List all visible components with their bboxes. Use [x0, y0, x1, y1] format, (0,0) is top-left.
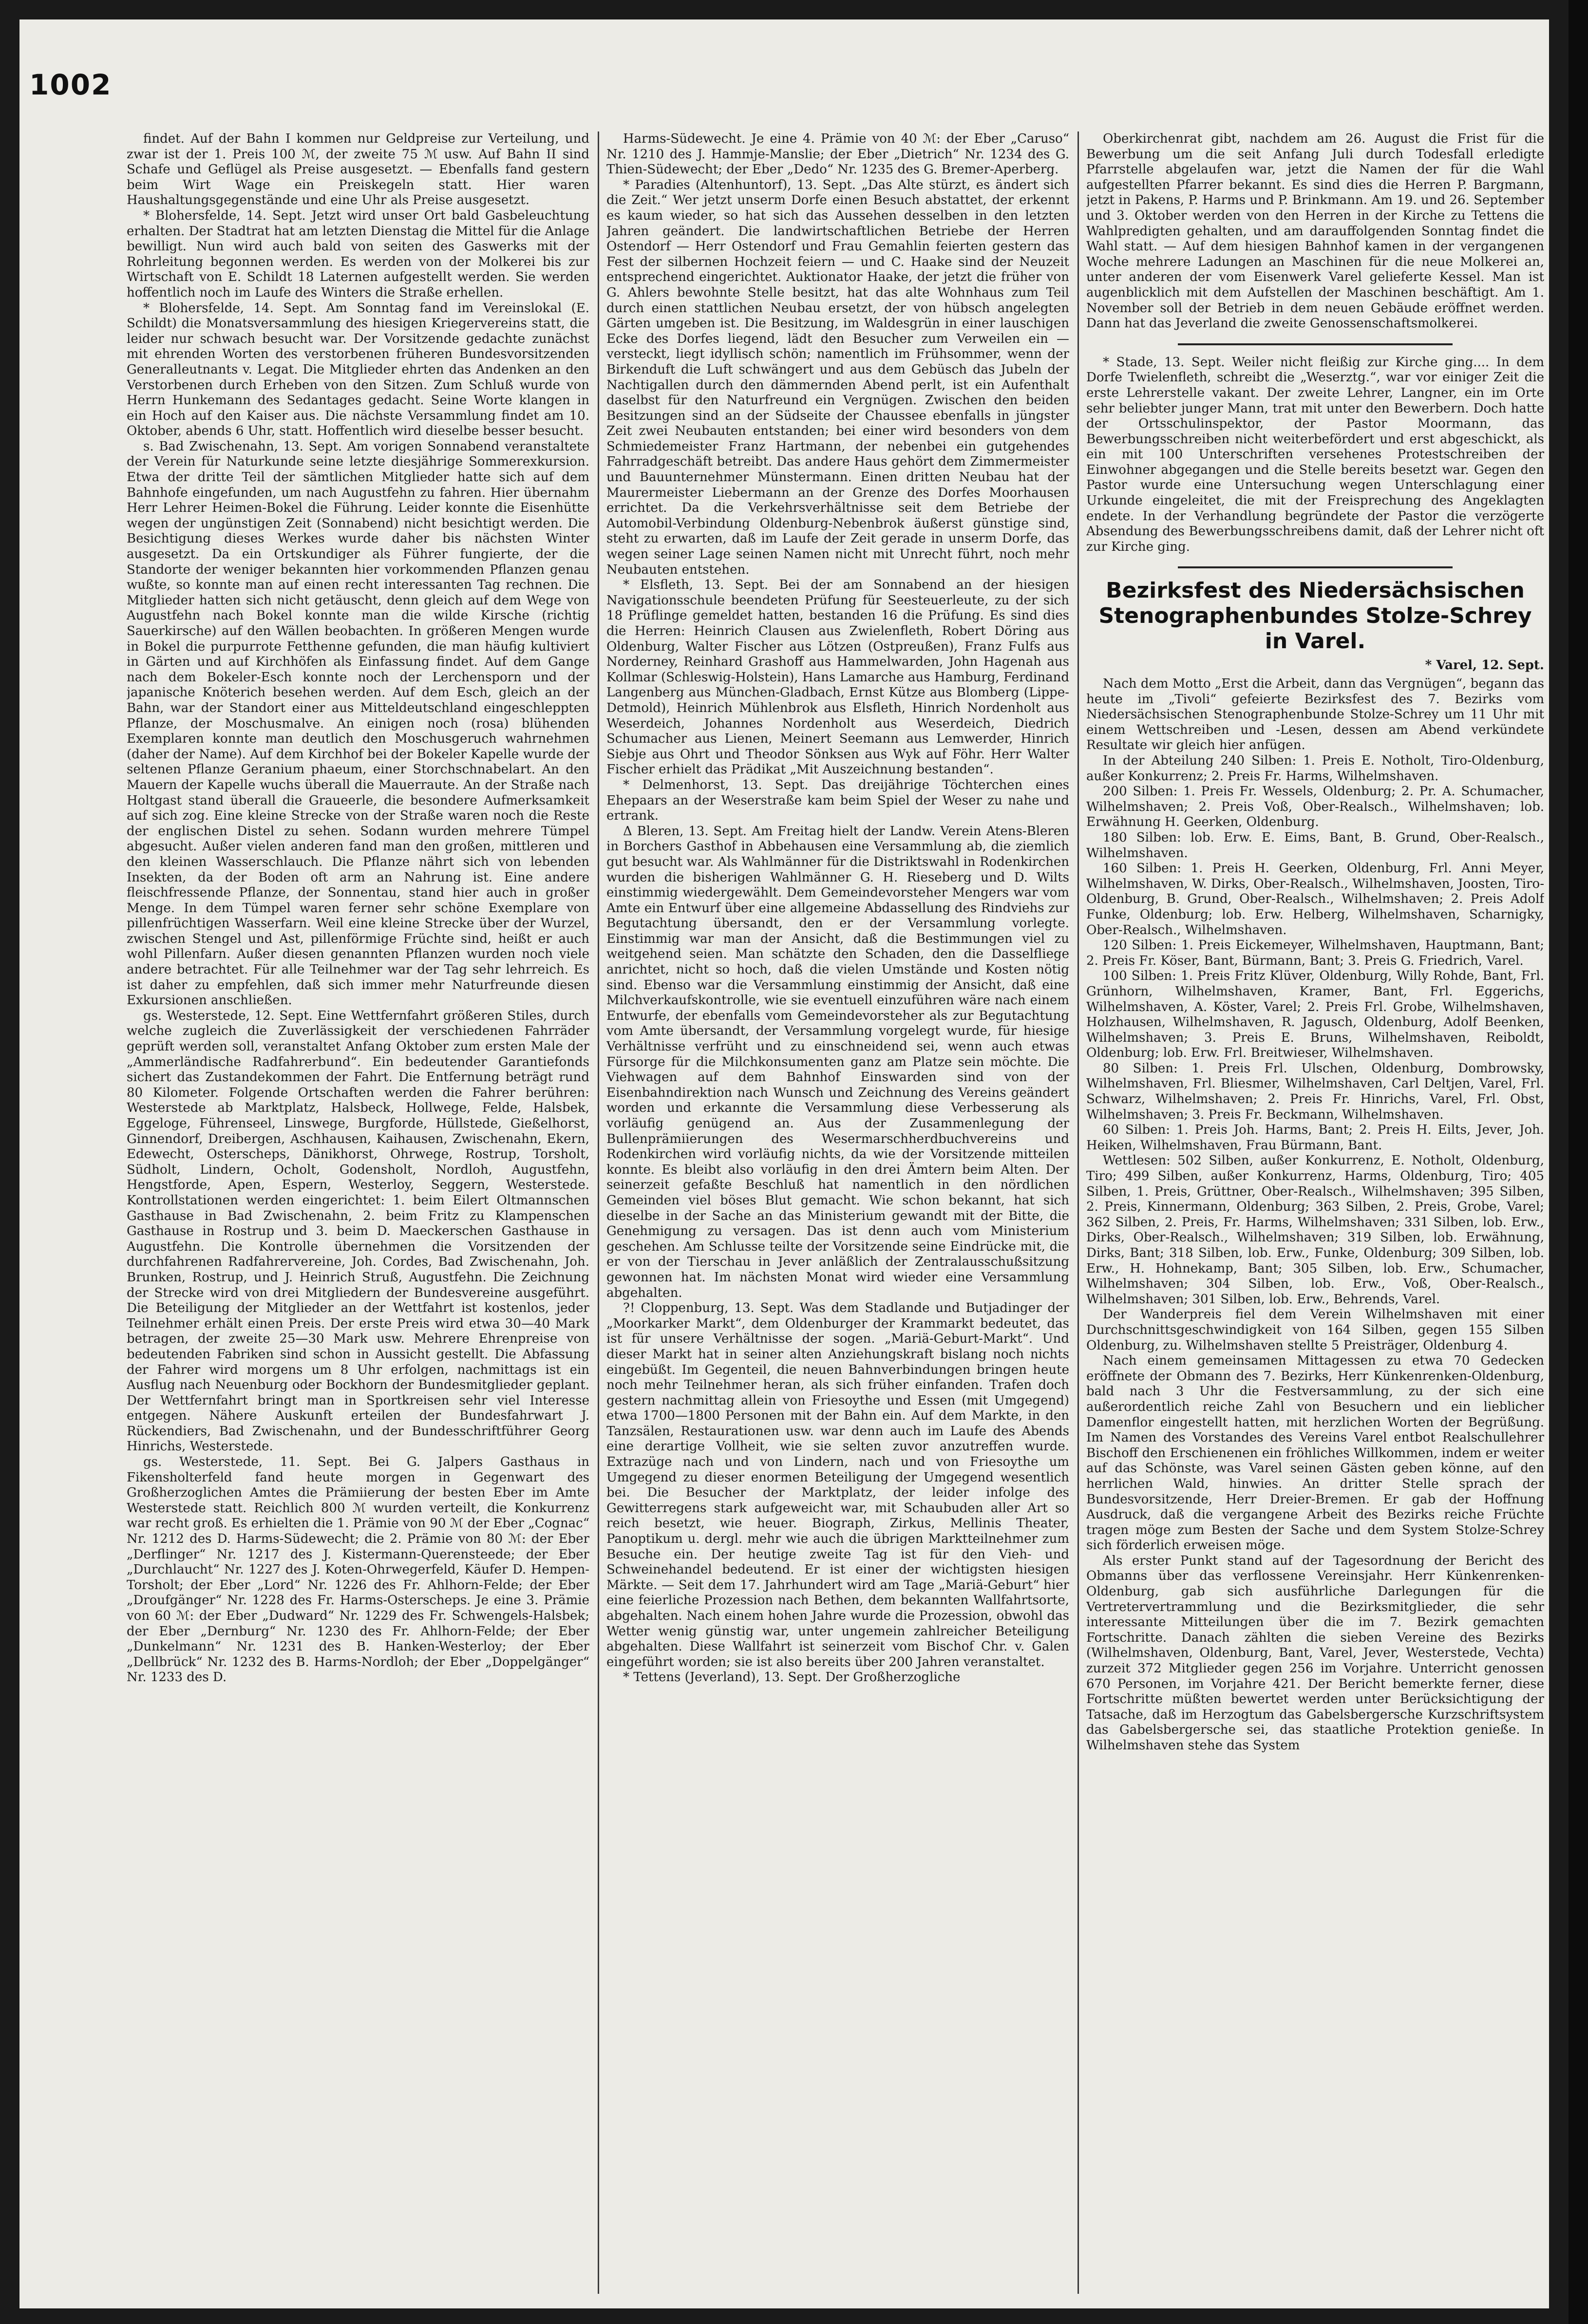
article-paragraph: gs. Westerstede, 11. Sept. Bei G. Jalpers Gasthaus in Fikensholterfeld fand heute morgen in Gegenwart des Großherzoglichen Amtes die Prämiierung der besten Eber im Amte Westerstede statt. Reichlich 800 ℳ wurden verteilt, die Konkurrenz war recht groß. Es erhielten die 1. Prämie von 90 ℳ der Eber „Cognac“ Nr. 1212 des D. Harms-Südewecht; die 2. Prämie von 80 ℳ: der Eber „Derflinger“ Nr. 1217 des J. Kistermann-Querensteede; der Eber „Durchlaucht“ Nr. 1227 des J. Koten-Ohrwegerfeld, Käufer D. Hempen-Torsholt; der Eber „Lord“ Nr. 1226 des Fr. Ahlhorn-Felde; der Eber „Droufgänger“ Nr. 1228 des Fr. Harms-Osterscheps. Je eine 3. Prämie von 60 ℳ: der Eber „Dudward“ Nr. 1229 des Fr. Schwengels-Halsbek; der Eber „Dernburg“ Nr. 1230 des Fr. Ahlhorn-Felde; der Eber „Dunkelmann“ Nr. 1231 des B. Hanken-Westerloy; der Eber „Dellbrück“ Nr. 1232 des B. Harms-Nordloh; der Eber „Doppelgänger“ Nr. 1233 des D.	[127, 1455, 589, 1685]
article-paragraph: * Stade, 13. Sept. Weiler nicht fleißig zur Kirche ging.... In dem Dorfe Twielenfleth, schreibt die „Weserztg.“, war vor einiger Zeit die erste Lehrerstelle vakant. Der zweite Lehrer, Langner, ein im Orte sehr beliebter junger Mann, trat mit unter den Bewerbern. Doch hatte der Ortsschulinspektor, der Pastor Moormann, das Bewerbungsschreiben nicht weiterbefördert und erst abgeschickt, als ein mit 100 Unterschriften versehenes Protestschreiben der Einwohner abgegangen und die Stelle bereits besetzt war. Gegen den Pastor wurde eine Untersuchung wegen Unterschlagung einer Urkunde eingeleitet, die mit der Freisprechung des Angeklagten endete. In der Verhandlung begründete der Pastor die verzögerte Absendung des Bewerbungsschreibens damit, daß der Lehrer nicht oft zur Kirche ging.	[1086, 355, 1544, 554]
article-paragraph: In der Abteilung 240 Silben: 1. Preis E. Notholt, Tiro-Oldenburg, außer Konkurrenz; 2. Preis Fr. Harms, Wilhelmshaven.	[1086, 753, 1544, 784]
dateline: * Varel, 12. Sept.	[1425, 658, 1544, 673]
section-rule	[1178, 566, 1453, 568]
article-paragraph: * Blohersfelde, 14. Sept. Jetzt wird unser Ort bald Gasbeleuchtung erhalten. Der Stadtrat hat am letzten Dienstag die Mittel für die Anlage bewilligt. Nun wird auch bald von seiten des Gaswerks mit der Rohrleitung begonnen werden. Es werden von der Molkerei bis zur Wirtschaft von E. Schildt 18 Laternen aufgestellt werden. Sie werden hoffentlich noch im Laufe des Winters die Straße erhellen.	[127, 208, 589, 300]
section-heading: Bezirksfest des Niedersächsischen Stenographenbundes Stolze-Schrey in Varel.	[1098, 578, 1532, 654]
article-paragraph: * Elsfleth, 13. Sept. Bei der am Sonnabend an der hiesigen Navigationsschule beendeten Prüfung für Seesteuerleute, zu der sich 18 Prüflinge gemeldet hatten, bestanden 16 die Prüfung. Es sind dies die Herren: Heinrich Clausen aus Zwielenfleth, Robert Döring aus Oldenburg, Walter Fischer aus Lötzen (Ostpreußen), Franz Fulfs aus Norderney, Reinhard Grashoff aus Hammelwarden, John Hagenah aus Kollmar (Schleswig-Holstein), Hans Lamarche aus Hamburg, Ferdinand Langenberg aus München-Gladbach, Ernst Kütze aus Blomberg (Lippe-Detmold), Heinrich Mühlenbrok aus Elsfleth, Hinrich Nordenholt aus Weserdeich, Johannes Nordenholt aus Weserdeich, Diedrich Schumacher aus Lienen, Meinert Seemann aus Lemwerder, Hinrich Siebje aus Ohrt und Theodor Sönksen aus Wyk auf Föhr. Herr Walter Fischer erhielt das Prädikat „Mit Auszeichnung bestanden“.	[606, 578, 1069, 777]
article-paragraph: Δ Bleren, 13. Sept. Am Freitag hielt der Landw. Verein Atens-Bleren in Borchers Gasthof in Abbehausen eine Versammlung ab, die ziemlich gut besucht war. Als Wahlmänner für die Distriktswahl in Rodenkirchen wurden die bisherigen Wahlmänner G. H. Rieseberg und D. Wilts einstimmig wiedergewählt. Dem Gemeindevorsteher Mengers war vom Amte ein Entwurf über eine allgemeine Abdassellung des Rindviehs zur Begutachtung übersandt, den er der Versammlung vorlegte. Einstimmig war man der Ansicht, daß die Bestimmungen viel zu weitgehend seien. Man schätzte den Schaden, den die Dasselfliege anrichtet, nicht so hoch, daß die vielen Umstände und Kosten nötig sind. Ebenso war die Versammlung einstimmig der Ansicht, daß eine Milchverkaufskontrolle, wie sie eventuell einzuführen wäre nach einem Entwurfe, der ebenfalls vom Gemeindevorsteher als zur Begutachtung vom Amte übersandt, der Versammlung vorgelegt wurde, für hiesige Verhältnisse verfrüht und zu einschneidend sei, wenn auch etwas Fürsorge für die Milchkonsumenten ganz am Platze sein möchte. Die Viehwagen auf dem Bahnhof Einswarden sind von der Eisenbahndirektion nach Wunsch und Zeichnung des Vereins geändert worden und erkannte die Versammlung diese Verbesserung als vorläufig genügend an. Aus der Zusammenlegung der Bullenprämiierungen des Wesermarschherdbuchvereins und Rodenkirchen wird vorläufig nichts, da wie der Vorsitzende mitteilen konnte. Es bleibt also vorläufig in den drei Ämtern beim Alten. Der seinerzeit gefaßte Beschluß hat namentlich in den nördlichen Gemeinden viel böses Blut gemacht. Wie schon bekannt, hat sich dieselbe in der Sache an das Ministerium gewandt mit der Bitte, die Genehmigung zu versagen. Das ist denn auch vom Ministerium geschehen. Am Schlusse teilte der Vorsitzende seine Eindrücke mit, die er von der Tierschau in Jever anläßlich der Zentralausschußsitzung gewonnen hat. Im nächsten Monat wird wieder eine Versammlung abgehalten.	[606, 824, 1069, 1300]
article-paragraph: 180 Silben: lob. Erw. E. Eims, Bant, B. Grund, Ober-Realsch., Wilhelmshaven.	[1086, 830, 1544, 861]
article-paragraph: Der Wanderpreis fiel dem Verein Wilhelmshaven mit einer Durchschnittsgeschwindigkeit von 164 Silben, gegen 155 Silben Oldenburg, zu. Wilhelmshaven stellte 5 Preisträger, Oldenburg 4.	[1086, 1307, 1544, 1353]
article-paragraph: * Paradies (Altenhuntorf), 13. Sept. „Das Alte stürzt, es ändert sich die Zeit.“ Wer jetzt unserm Dorfe einen Besuch abstattet, der erkennt es kaum wieder, so hat sich das Aussehen desselben in den letzten Jahren geändert. Die landwirtschaftlichen Betriebe der Herren Ostendorf — Herr Ostendorf und Frau Gemahlin feierten gestern das Fest der silbernen Hochzeit feiern — und C. Haake sind der Neuzeit entsprechend eingerichtet. Auktionator Haake, der jetzt die früher von G. Ahlers bewohnte Stelle besitzt, hat das alte Wohnhaus zum Teil durch einen stattlichen Neubau ersetzt, der von hübsch angelegten Gärten umgeben ist. Die Besitzung, im Waldesgrün in einer lauschigen Ecke des Dorfes liegend, lädt den Besucher zum Verweilen ein — versteckt, liegt idyllisch schön; namentlich im Frühsommer, wenn der Birkenduft die Luft schwängert und aus dem Gebüsch das Jubeln der Nachtigallen durch den dämmernden Abend perlt, ist ein Aufenthalt daselbst für den Naturfreund ein Vergnügen. Zwischen den beiden Besitzungen sind an der Südseite der Chaussee ebenfalls in jüngster Zeit zwei Neubauten entstanden; bei einer wird besonders von dem Schmiedemeister Franz Hartmann, der nebenbei ein gutgehendes Fahrradgeschäft betreibt. Das andere Haus gehört dem Zimmermeister und Bauunternehmer Münstermann. Einen dritten Neubau hat der Maurermeister Liebermann an der Grenze des Dorfes Moorhausen errichtet. Da die Verkehrsverhältnisse seit dem Betriebe der Automobil-Verbindung Oldenburg-Nebenbrok äußerst günstige sind, steht zu erwarten, daß im Laufe der Zeit gerade in unserm Dorfe, das wegen seiner Lage seinen Namen nicht mit Unrecht führt, noch mehr Neubauten entstehen.	[606, 177, 1069, 577]
article-paragraph: 200 Silben: 1. Preis Fr. Wessels, Oldenburg; 2. Pr. A. Schumacher, Wilhelmshaven; 2. Preis Voß, Ober-Realsch., Wilhelmshaven; lob. Erwähnung H. Geerken, Oldenburg.	[1086, 784, 1544, 830]
article-paragraph: Als erster Punkt stand auf der Tagesordnung der Bericht des Obmanns über das verflossene Vereinsjahr. Herr Künkenrenken-Oldenburg, gab sich ausführliche Darlegungen für die Vertretervertrammlung und die Bezirksmitglieder, die sehr interessante Mitteilungen über die im 7. Bezirk gemachten Fortschritte. Danach zählten die sieben Vereine des Bezirks (Wilhelmshaven, Oldenburg, Bant, Varel, Jever, Westerstede, Vechta) zurzeit 372 Mitglieder gegen 256 im Vorjahre. Unterricht genossen 670 Personen, im Vorjahre 421. Der Bericht bemerkte ferner, diese Fortschritte müßten bewertet werden unter Berücksichtigung der Tatsache, daß im Herzogtum das Gabelsbergersche Kurzschriftsystem das Gabelsbergersche sei, das staatliche Protektion genieße. In Wilhelmshaven stehe das System	[1086, 1553, 1544, 1753]
article-paragraph: 160 Silben: 1. Preis H. Geerken, Oldenburg, Frl. Anni Meyer, Wilhelmshaven, W. Dirks, Ober-Realsch., Wilhelmshaven, Joosten, Tiro-Oldenburg, B. Grund, Ober-Realsch., Wilhelmshaven; 2. Preis Adolf Funke, Oldenburg; lob. Erw. Helberg, Wilhelmshaven, Scharnigky, Ober-Realsch., Wilhelmshaven.	[1086, 861, 1544, 937]
column-3	[1086, 131, 1544, 2294]
article-paragraph: Nach einem gemeinsamen Mittagessen zu etwa 70 Gedecken eröffnete der Obmann des 7. Bezirks, Herr Künkenrenken-Oldenburg, bald nach 3 Uhr die Festversammlung, zu der sich eine außerordentlich reiche Zahl von Besuchern und ein lieblicher Damenflor eingestellt hatten, mit herzlichen Worten der Begrüßung. Im Namen des Vorstandes des Vereins Varel entbot Realschullehrer Bischoff den Erschienenen ein fröhliches Willkommen, indem er weiter auf das Schönste, was Varel seinen Gästen geben könne, auf den herrlichen Wald, hinwies. An dritter Stelle sprach der Bundesvorsitzende, Herr Dreier-Bremen. Er gab der Hoffnung Ausdruck, daß die vergangene Arbeit des Bezirks reiche Früchte tragen möge zum Besten der Sache und dem System Stolze-Schrey sich förderlich erweisen möge.	[1086, 1353, 1544, 1553]
article-paragraph: 120 Silben: 1. Preis Eickemeyer, Wilhelmshaven, Hauptmann, Bant; 2. Preis Fr. Köser, Bant, Bürmann, Bant; 3. Preis G. Friedrich, Varel.	[1086, 938, 1544, 968]
column-divider	[1078, 131, 1079, 2294]
scan-edge	[1569, 0, 1588, 2324]
column-2	[606, 131, 1069, 2294]
article-paragraph: s. Bad Zwischenahn, 13. Sept. Am vorigen Sonnabend veranstaltete der Verein für Naturkunde seine letzte diesjährige Sommerexkursion. Etwa der dritte Teil der sämtlichen Mitglieder hatte sich auf dem Bahnhofe eingefunden, um nach Augustfehn zu fahren. Hier übernahm Herr Lehrer Heimen-Bokel die Führung. Leider konnte die Eisenhütte wegen der ungünstigen Zeit (Sonnabend) nicht besichtigt werden. Die Besichtigung dieses Werkes wurde daher bis nächsten Winter ausgesetzt. Da ein Ortskundiger als Führer fungierte, der die Standorte der weniger bekannten hier vorkommenden Pflanzen genau wußte, so konnte man auf einen recht interessanten Tag rechnen. Die Mitglieder hatten sich nicht getäuscht, denn gleich auf dem Wege von Augustfehn nach Bokel konnte man die wilde Kirsche (richtig Sauerkirsche) auf den Wällen beobachten. In größeren Mengen wurde in Bokel die purpurrote Fetthenne gefunden, die man häufig kultiviert in Gärten und auf Kirchhöfen als Einfassung findet. Auf dem Gange nach dem Bokeler-Esch konnte noch der Lerchensporn und der japanische Knöterich besehen werden. Auf dem Esch, gleich an der Bahn, war der Standort einer aus Mitteldeutschland eingeschleppten Pflanze, der Moschusmalve. An einigen noch (rosa) blühenden Exemplaren konnte man deutlich den Moschusgeruch wahrnehmen (daher der Name). Auf dem Kirchhof bei der Bokeler Kapelle wurde der seltenen Pflanze Geranium phaeum, einer Storchschnabelart. An den Mauern der Kapelle wuchs überall die Mauerraute. An der Straße nach Holtgast stand überall die Graueerle, die besondere Aufmerksamkeit auf sich zog. Eine kleine Strecke von der Straße waren noch die Reste der englischen Distel zu sehen. Sodann wurden mehrere Tümpel abgesucht. Außer vielen anderen fand man den großen, mittleren und den kleinen Wasserschlauch. Die Pflanze nährt sich von lebenden Insekten, da der Boden oft arm an Nahrung ist. Eine andere fleischfressende Pflanze, der Sonnentau, stand hier auch in großer Menge. In dem Tümpel waren ferner sehr schöne Exemplare von pillenfrüchtigen Wasserfarn. Weil eine kleine Strecke über der Wurzel, zwischen Stengel und Ast, pillenförmige Früchte sind, heißt er auch wohl Pillenfarn. Außer diesen genannten Pflanzen wurden noch viele andere betrachtet. Für alle Teilnehmer war der Tag sehr lehrreich. Es ist daher zu empfehlen, daß sich immer mehr Naturfreunde diesen Exkursionen anschließen.	[127, 439, 589, 1008]
article-paragraph: findet. Auf der Bahn I kommen nur Geldpreise zur Verteilung, und zwar ist der 1. Preis 100 ℳ, der zweite 75 ℳ usw. Auf Bahn II sind Schafe und Geflügel als Preise ausgesetzt. — Ebenfalls fand gestern beim Wirt Wage ein Preiskegeln statt. Hier waren Haushaltungsgegenstände und eine Uhr als Preise ausgesetzt.	[127, 131, 589, 208]
article-paragraph: * Blohersfelde, 14. Sept. Am Sonntag fand im Vereinslokal (E. Schildt) die Monatsversammlung des hiesigen Kriegervereins statt, die leider nur schwach besucht war. Der Vorsitzende gedachte zunächst mit ehrenden Worten des verstorbenen früheren Bundesvorsitzenden Generalleutnants v. Legat. Die Mitglieder ehrten das Andenken an den Verstorbenen durch Erheben von den Sitzen. Zum Schluß wurde von Herrn Hunkemann des Sedantages gedacht. Seine Worte klangen in ein Hoch auf den Kaiser aus. Die nächste Versammlung findet am 10. Oktober, abends 6 Uhr, statt. Hoffentlich wird dieselbe besser besucht.	[127, 300, 589, 439]
article-paragraph: 80 Silben: 1. Preis Frl. Ulschen, Oldenburg, Dombrowsky, Wilhelmshaven, Frl. Bliesmer, Wilhelmshaven, Carl Deltjen, Varel, Frl. Schwarz, Wilhelmshaven; 2. Preis Fr. Hinrichs, Varel, Frl. Obst, Wilhelmshaven; 3. Preis Fr. Beckmann, Wilhelmshaven.	[1086, 1061, 1544, 1122]
article-paragraph: Harms-Südewecht. Je eine 4. Prämie von 40 ℳ: der Eber „Caruso“ Nr. 1210 des J. Hammje-Manslie; der Eber „Dietrich“ Nr. 1234 des G. Thien-Südewecht; der Eber „Dedo“ Nr. 1235 des G. Bremer-Aperberg.	[606, 131, 1069, 177]
article-paragraph: ?! Cloppenburg, 13. Sept. Was dem Stadlande und Butjadinger der „Moorkarker Markt“, dem Oldenburger der Krammarkt bedeutet, das ist für unsere Verhältnisse der sogen. „Mariä-Geburt-Markt“. Und dieser Markt hat in seiner alten Anziehungskraft bislang noch nichts eingebüßt. Im Gegenteil, die neuen Bahnverbindungen bringen heute noch mehr Teilnehmer heran, als sich früher einfanden. Trafen doch gestern nachmittag allein von Friesoythe und Essen (mit Umgegend) etwa 1700—1800 Personen mit der Bahn ein. Auf dem Markte, in den Tanzsälen, Restaurationen usw. war denn auch im Laufe des Abends eine derartige Vollheit, wie sie selten zuvor anzutreffen wurde. Extrazüge nach und von Lindern, nach und von Friesoythe um Umgegend zu dieser enormen Beteiligung der Umgegend wesentlich bei. Die Besucher der Marktplatz, der leider infolge des Gewitterregens stark aufgeweicht war, mit Schaubuden aller Art so reich besetzt, wie heuer. Biograph, Zirkus, Mellinis Theater, Panoptikum u. dergl. mehr wie auch die übrigen Marktteilnehmer zum Besuche ein. Der heutige zweite Tag ist für den Vieh- und Schweinehandel bedeutend. Er ist einer der wichtigsten hiesigen Märkte. — Seit dem 17. Jahrhundert wird am Tage „Mariä-Geburt“ hier eine feierliche Prozession nach Bethen, dem bekannten Wallfahrtsorte, abgehalten. Nach einem hohen Jahre wurde die Prozession, obwohl das Wetter wenig günstig war, unter ungemein zahlreicher Beteiligung abgehalten. Diese Wallfahrt ist seinerzeit vom Bischof Chr. v. Galen eingeführt worden; sie ist also bereits über 200 Jahren veranstaltet.	[606, 1301, 1069, 1669]
article-paragraph: 60 Silben: 1. Preis Joh. Harms, Bant; 2. Preis H. Eilts, Jever, Joh. Heiken, Wilhelmshaven, Frau Bürmann, Bant.	[1086, 1123, 1544, 1153]
article-paragraph: Nach dem Motto „Erst die Arbeit, dann das Vergnügen“, begann das heute im „Tivoli“ gefeierte Bezirksfest des 7. Bezirks vom Niedersächsischen Stenographenbunde Stolze-Schrey um 11 Uhr mit einem Wettschreiben und -Lesen, dessen am Abend verkündete Resultate wir gleich hier anfügen.	[1086, 676, 1544, 753]
column-1	[127, 131, 589, 2294]
article-paragraph: Oberkirchenrat gibt, nachdem am 26. August die Frist für die Bewerbung um die seit Anfang Juli durch Todesfall erledigte Pfarrstelle abgelaufen war, jetzt die Namen der für die Wahl aufgestellten Pfarrer bekannt. Es sind dies die Herren P. Bargmann, jetzt in Pakens, P. Harms und P. Brinkmann. Am 19. und 26. September und 3. Oktober werden von den Herren in der Kirche zu Tettens die Wahlpredigten gehalten, und am darauffolgenden Sonntag findet die Wahl statt. — Auf dem hiesigen Bahnhof kamen in der vergangenen Woche mehrere Ladungen an Maschinen für die neue Molkerei an, unter anderen der vom Eisenwerk Varel gelieferte Kessel. Man ist augenblicklich mit dem Aufstellen der Maschinen beschäftigt. Am 1. November soll der Betrieb in dem neuen Gebäude eröffnet werden. Dann hat das Jeverland die zweite Genossenschaftsmolkerei.	[1086, 131, 1544, 331]
article-paragraph: * Delmenhorst, 13. Sept. Das dreijährige Töchterchen eines Ehepaars an der Weserstraße kam beim Spiel der Weser zu nahe und ertrank.	[606, 777, 1069, 824]
article-paragraph: Wettlesen: 502 Silben, außer Konkurrenz, E. Notholt, Oldenburg, Tiro; 499 Silben, außer Konkurrenz, Harms, Oldenburg, Tiro; 405 Silben, 1. Preis, Grüttner, Ober-Realsch., Wilhelmshaven; 395 Silben, 2. Preis, Kinnermann, Oldenburg; 363 Silben, 2. Preis, Grobe, Varel; 362 Silben, 2. Preis, Fr. Harms, Wilhelmshaven; 331 Silben, lob. Erw., Dirks, Ober-Realsch., Wilhelmshaven; 319 Silben, lob. Erwähnung, Dirks, Bant; 318 Silben, lob. Erw., Funke, Oldenburg; 309 Silben, lob. Erw., H. Hohnekamp, Bant; 305 Silben, lob. Erw., Schumacher, Wilhelmshaven; 304 Silben, lob. Erw., Voß, Ober-Realsch., Wilhelmshaven; 301 Silben, lob. Erw., Behrends, Varel.	[1086, 1153, 1544, 1307]
section-rule	[1178, 343, 1453, 345]
article-paragraph: gs. Westerstede, 12. Sept. Eine Wettfernfahrt größeren Stiles, durch welche zugleich die Zuverlässigkeit der verschiedenen Fahrräder geprüft werden soll, veranstaltet Anfang Oktober zum ersten Male der „Ammerländische Radfahrerbund“. Ein bedeutender Garantiefonds sichert das Zustandekommen der Fahrt. Die Entfernung beträgt rund 80 Kilometer. Folgende Ortschaften werden die Fahrer berühren: Westerstede ab Marktplatz, Halsbeck, Hollwege, Felde, Halsbek, Eggeloge, Führenseel, Linswege, Burgforde, Hüllstede, Gießelhorst, Ginnendorf, Dreibergen, Aschhausen, Kaihausen, Zwischenahn, Ekern, Edewecht, Osterscheps, Dänikhorst, Ohrwege, Rostrup, Torsholt, Südholt, Lindern, Ocholt, Godensholt, Nordloh, Augustfehn, Hengstforde, Apen, Espern, Westerloy, Seggern, Westerstede. Kontrollstationen werden eingerichtet: 1. beim Eilert Oltmannschen Gasthause in Bad Zwischenahn, 2. beim Fritz zu Klampenschen Gasthause in Rostrup und 3. beim D. Maeckerschen Gasthause in Augustfehn. Die Kontrolle übernehmen die Vorsitzenden der durchfahrenen Radfahrervereine, Joh. Cordes, Bad Zwischenahn, Joh. Brunken, Rostrup, und J. Heinrich Struß, Augustfehn. Die Zeichnung der Strecke wird von drei Mitgliedern der Bundesvereine ausgeführt. Die Beteiligung der Mitglieder an der Wettfahrt ist kostenlos, jeder Teilnehmer erhält einen Preis. Der erste Preis wird etwa 30—40 Mark betragen, der zweite 25—30 Mark usw. Mehrere Ehrenpreise von bedeutenden Fabriken sind schon in Aussicht gestellt. Die Abfassung der Fahrer wird morgens um 8 Uhr erfolgen, nachmittags ist ein Ausflug nach Neuenburg oder Bockhorn der Bundesmitglieder geplant. Der Wettfernfahrt bringt man in Sportkreisen sehr viel Interesse entgegen. Nähere Auskunft erteilen der Bundesfahrwart J. Rückendiers, Bad Zwischenahn, und der Bundesschriftführer Georg Hinrichs, Westerstede.	[127, 1008, 589, 1454]
newspaper-page	[19, 19, 1549, 2308]
article-paragraph: 100 Silben: 1. Preis Fritz Klüver, Oldenburg, Willy Rohde, Bant, Frl. Grünhorn, Wilhelmshaven, Kramer, Bant, Frl. Eggerichs, Wilhelmshaven, A. Köster, Varel; 2. Preis Frl. Grobe, Wilhelmshaven, Holzhausen, Wilhelmshaven, R. Jagusch, Oldenburg, Adolf Beenken, Wilhelmshaven; 3. Preis E. Bruns, Wilhelmshaven, Reiboldt, Oldenburg; lob. Erw. Frl. Breitwieser, Wilhelmshaven.	[1086, 969, 1544, 1061]
page-number: 1002	[29, 68, 112, 101]
column-divider	[598, 131, 599, 2294]
article-paragraph: * Tettens (Jeverland), 13. Sept. Der Großherzogliche	[623, 1670, 961, 1685]
